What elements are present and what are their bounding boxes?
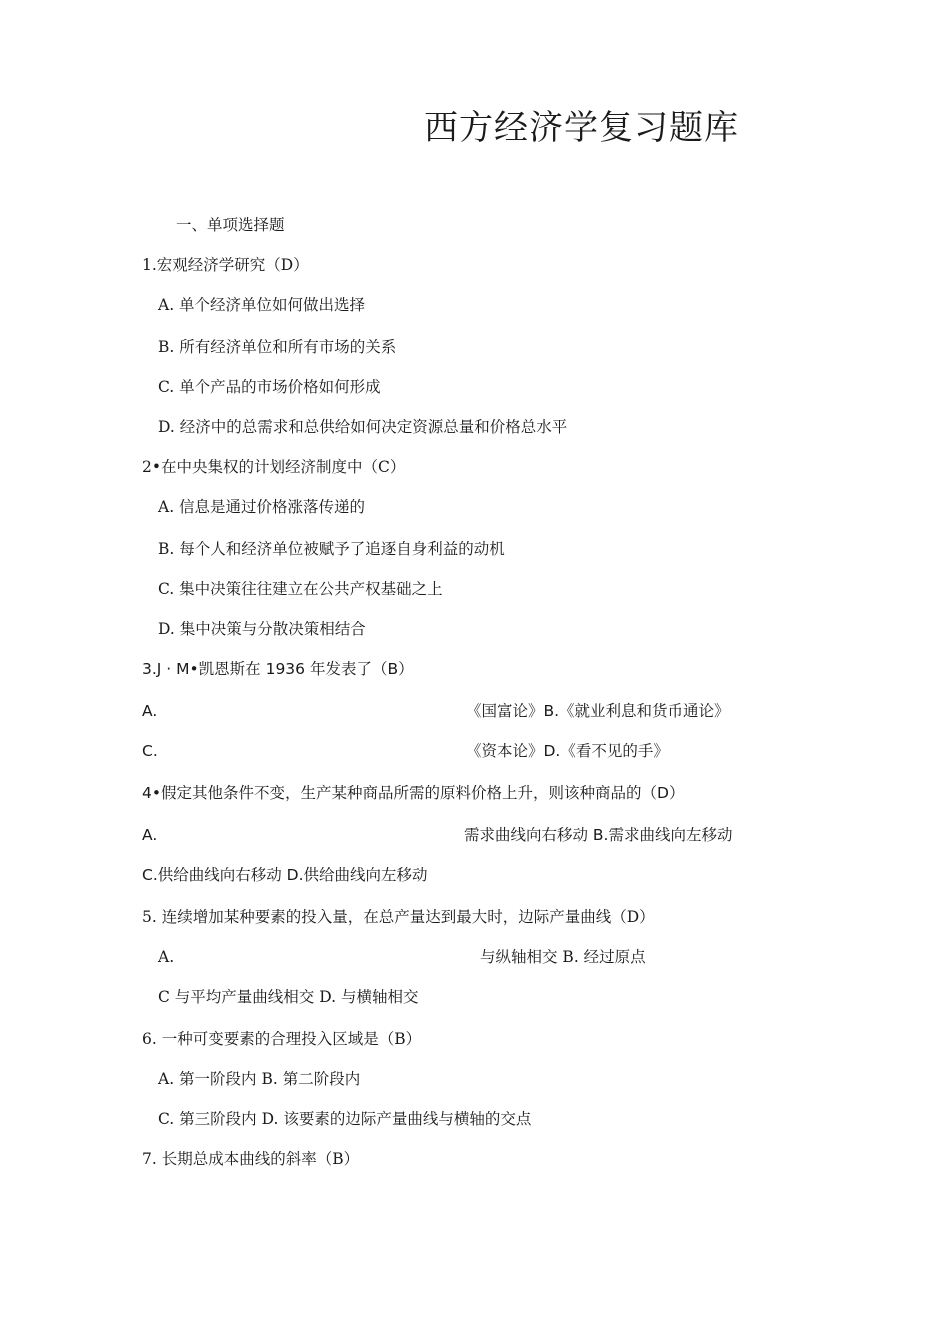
- question-2-option-c: C. 集中决策往往建立在公共产权基础之上: [158, 580, 443, 598]
- question-5-options-cd: C 与平均产量曲线相交 D. 与横轴相交: [158, 988, 419, 1006]
- question-3-options-cd: 《资本论》D.《看不见的手》: [466, 742, 669, 760]
- question-5-options-ab: 与纵轴相交 B. 经过原点: [480, 948, 646, 966]
- question-3-stem: 3.J · M•凯恩斯在 1936 年发表了（B）: [142, 660, 414, 678]
- question-3-options-ab: 《国富论》B.《就业利息和货币通论》: [466, 702, 730, 720]
- question-2-stem: 2•在中央集权的计划经济制度中（C）: [142, 458, 406, 476]
- question-1-option-b: B. 所有经济单位和所有市场的关系: [158, 338, 397, 356]
- question-6-options-ab: A. 第一阶段内 B. 第二阶段内: [158, 1070, 361, 1088]
- question-5-label-a: A.: [158, 948, 175, 966]
- section-heading: 一、单项选择题: [176, 216, 285, 234]
- question-2-option-b: B. 每个人和经济单位被赋予了追逐自身利益的动机: [158, 540, 505, 558]
- question-1-option-c: C. 单个产品的市场价格如何形成: [158, 378, 381, 396]
- question-4-label-a: A.: [142, 826, 158, 844]
- question-4-options-cd: C.供给曲线向右移动 D.供给曲线向左移动: [142, 866, 428, 884]
- question-7-stem: 7. 长期总成本曲线的斜率（B）: [142, 1150, 360, 1168]
- question-4-options-ab: 需求曲线向右移动 B.需求曲线向左移动: [464, 826, 733, 844]
- question-2-option-d: D. 集中决策与分散决策相结合: [158, 620, 366, 638]
- question-2-option-a: A. 信息是通过价格涨落传递的: [158, 498, 366, 516]
- question-3-label-c: C.: [142, 742, 158, 760]
- question-5-stem: 5. 连续增加某种要素的投入量，在总产量达到最大时，边际产量曲线（D）: [142, 908, 655, 926]
- question-1-option-d: D. 经济中的总需求和总供给如何决定资源总量和价格总水平: [158, 418, 568, 436]
- document-title: 西方经济学复习题库: [424, 108, 739, 148]
- question-1-option-a: A. 单个经济单位如何做出选择: [158, 296, 366, 314]
- question-3-label-a: A.: [142, 702, 158, 720]
- question-4-stem: 4•假定其他条件不变，生产某种商品所需的原料价格上升，则该种商品的（D）: [142, 784, 685, 802]
- question-6-stem: 6. 一种可变要素的合理投入区域是（B）: [142, 1030, 422, 1048]
- question-1-stem: 1.宏观经济学研究（D）: [142, 256, 309, 274]
- question-6-options-cd: C. 第三阶段内 D. 该要素的边际产量曲线与横轴的交点: [158, 1110, 532, 1128]
